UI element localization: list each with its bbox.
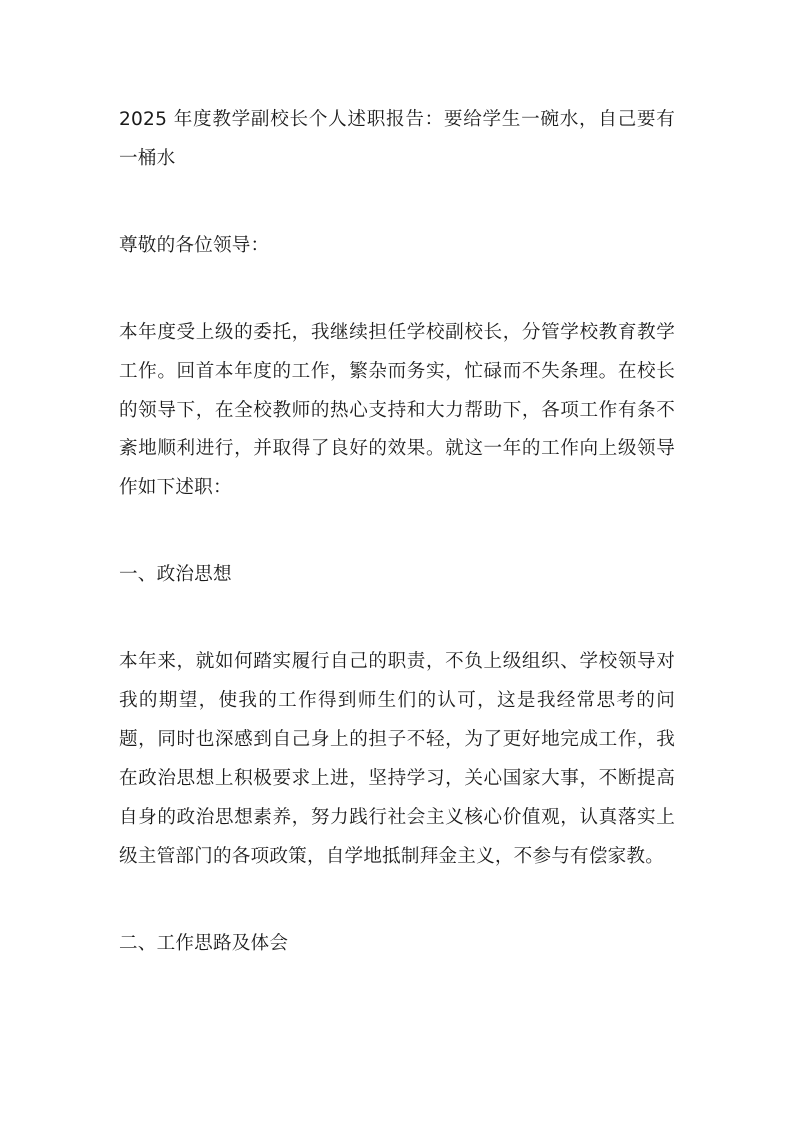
section-heading-politics: 一、政治思想 [119, 564, 232, 586]
document-title: 2025 年度教学副校长个人述职报告：要给学生一碗水，自己要有一桶水 [119, 109, 675, 169]
document-page [119, 101, 675, 964]
section-heading-work-approach: 二、工作思路及体会 [119, 932, 289, 954]
spacer [119, 179, 675, 227]
section-body-politics: 本年来，就如何踏实履行自己的职责，不负上级组织、学校领导对我的期望，使我的工作得到师生们的认可，这是我经常思考的问题，同时也深感到自己身上的担子不轻，为了更好地完成工作，我在政治思想上积极要求上进，坚持学习，关心国家大事，不断提高自身的政治思想素养，努力践行社会主义核心价值观，认真落实上级主管部门的各项政策，自学地抵制拜金主义，不参与有偿家教。 [119, 651, 675, 867]
spacer [119, 595, 675, 643]
spacer [119, 508, 675, 556]
spacer [119, 266, 675, 314]
spacer [119, 877, 675, 925]
intro-paragraph: 本年度受上级的委托，我继续担任学校副校长，分管学校教育教学工作。回首本年度的工作，繁杂而务实，忙碌而不失条理。在校长的领导下，在全校教师的热心支持和大力帮助下，各项工作有条不紊地顺利进行，并取得了良好的效果。就这一年的工作向上级领导作如下述职： [119, 321, 675, 499]
salutation: 尊敬的各位领导： [119, 234, 270, 256]
